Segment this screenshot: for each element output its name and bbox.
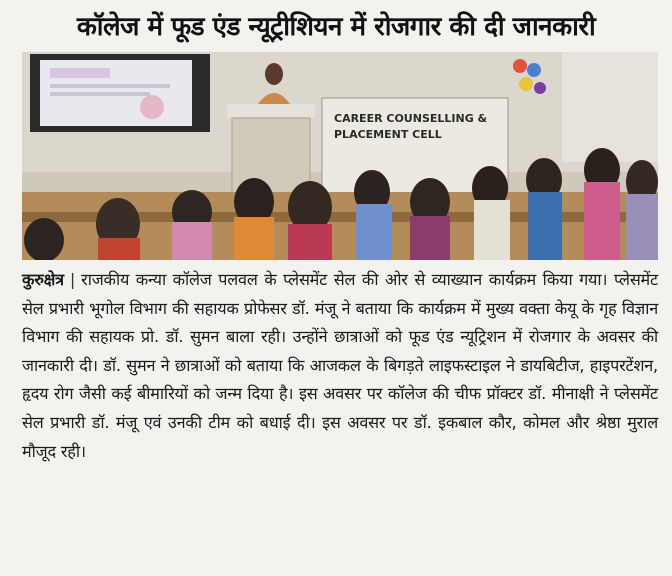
article-text: राजकीय कन्या कॉलेज पलवल के प्लेसमेंट सेल की ओर से व्याख्यान कार्यक्रम किया गया। प्लेसमेंट सेल प्रभारी भूगोल विभाग की सहायक प्रोफेसर डॉ. मंजू ने बताया कि कार्यक्रम में मुख्य वक्ता केयू के गृह विज्ञान विभाग की सहायक प्रो. डॉ. सुमन बाला रही। उन्होंने छात्राओं को फूड एंड न्यूट्रिशन में रोजगार के अवसर की जानकारी दी। डॉ. सुमन ने छात्राओं को बताया कि आजकल के बिगड़ते लाइफस्टाइल ने डायबिटीज, हाइपरटेंशन, हृदय रोग जैसी कई बीमारियों को जन्म दिया है। इस अवसर पर कॉलेज की चीफ प्रॉक्टर डॉ. मीनाक्षी ने प्लेसमेंट सेल प्रभारी डॉ. मंजू एवं उनकी टीम को बधाई दी। इस अवसर पर डॉ. इकबाल कौर, कोमल और श्रेष्ठा मुराल मौजूद रही। [22,270,658,461]
projector-screen [30,54,210,132]
dateline-separator: | [69,270,76,289]
news-photo [22,52,658,260]
article-body [22,266,658,466]
banner-line-2: PLACEMENT CELL [334,128,442,141]
headline: कॉलेज में फूड एंड न्यूट्रीशियन में रोजगार की दी जानकारी [76,12,596,42]
banner-line-1: CAREER COUNSELLING & [334,112,488,125]
dateline: कुरुक्षेत्र [22,270,64,289]
